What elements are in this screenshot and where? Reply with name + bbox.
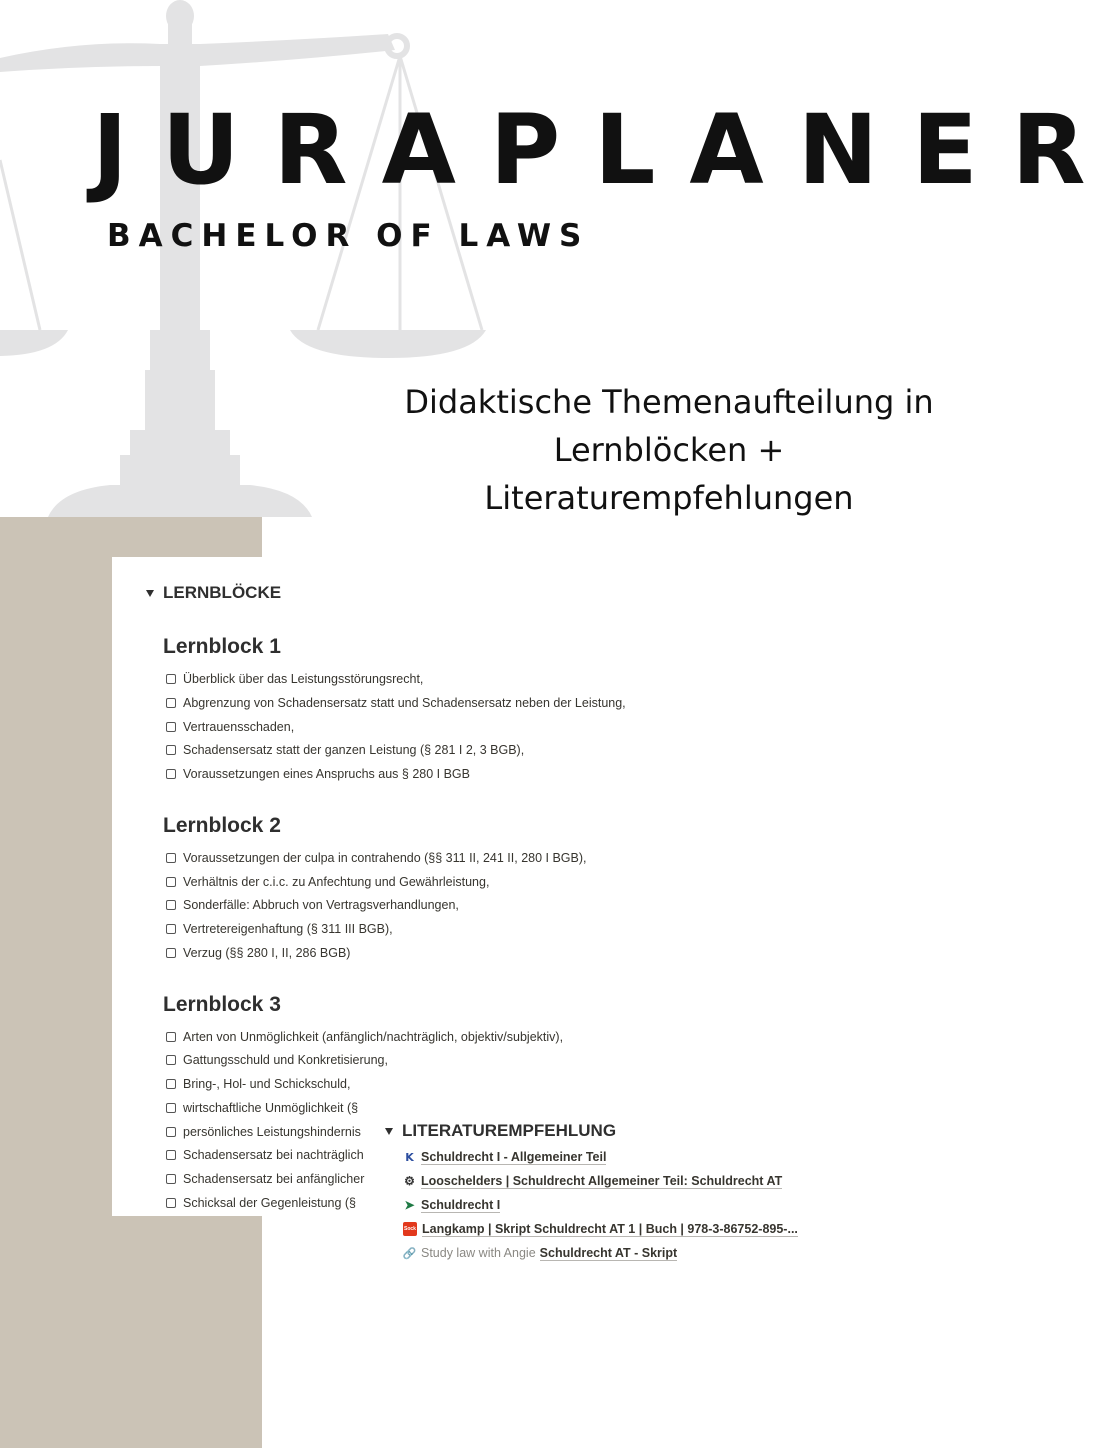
checkbox[interactable] bbox=[166, 900, 176, 910]
todo-item bbox=[166, 1194, 356, 1212]
todo-label: Schadensersatz bei nachträglich bbox=[183, 1148, 364, 1162]
checkbox[interactable] bbox=[166, 698, 176, 708]
checkbox[interactable] bbox=[166, 1055, 176, 1065]
lernblock-1-heading: Lernblock 1 bbox=[163, 635, 281, 658]
todo-label: persönliches Leistungshindernis bbox=[183, 1125, 361, 1139]
todo-item bbox=[166, 741, 524, 759]
todo-label: Schicksal der Gegenleistung (§ bbox=[183, 1196, 357, 1210]
todo-item bbox=[166, 849, 587, 867]
literatur-toggle-label: LITERATUREMPFEHLUNG bbox=[402, 1121, 617, 1140]
literatur-link[interactable]: Schuldrecht I bbox=[421, 1197, 501, 1212]
todo-item bbox=[166, 920, 393, 938]
toggle-triangle-icon[interactable] bbox=[146, 590, 154, 597]
literatur-item[interactable] bbox=[403, 1148, 606, 1166]
toggle-triangle-icon[interactable] bbox=[385, 1128, 393, 1135]
checkbox[interactable] bbox=[166, 1127, 176, 1137]
literatur-item[interactable] bbox=[403, 1244, 677, 1262]
todo-item bbox=[166, 694, 626, 712]
todo-label: Verzug (§§ 280 I, II, 286 BGB) bbox=[183, 946, 351, 960]
literatur-link[interactable]: Schuldrecht AT - Skript bbox=[539, 1245, 678, 1260]
todo-item bbox=[166, 1051, 388, 1069]
sock-icon: Sock bbox=[403, 1222, 417, 1236]
lernblock-2-heading: Lernblock 2 bbox=[163, 814, 281, 837]
bicycle-icon: ⚙ bbox=[404, 1174, 415, 1188]
literatur-item[interactable] bbox=[403, 1196, 500, 1214]
todo-label: Voraussetzungen eines Anspruchs aus § 280 I BGB bbox=[183, 767, 470, 781]
k-icon: K bbox=[405, 1150, 414, 1164]
todo-label: wirtschaftliche Unmöglichkeit (§ bbox=[183, 1101, 359, 1115]
todo-label: Arten von Unmöglichkeit (anfänglich/nachträglich, objektiv/subjektiv), bbox=[183, 1030, 564, 1044]
checkbox[interactable] bbox=[166, 1198, 176, 1208]
todo-label: Überblick über das Leistungsstörungsrecht, bbox=[183, 672, 424, 686]
todo-item bbox=[166, 944, 350, 962]
todo-label: Gattungsschuld und Konkretisierung, bbox=[183, 1053, 388, 1067]
lernbloecke-toggle[interactable] bbox=[146, 583, 281, 603]
literatur-item[interactable] bbox=[403, 1220, 798, 1238]
bird-icon: ➤ bbox=[404, 1198, 415, 1212]
todo-item bbox=[166, 896, 459, 914]
lernbloecke-toggle-label: LERNBLÖCKE bbox=[163, 583, 282, 602]
todo-label: Vertrauensschaden, bbox=[183, 720, 295, 734]
todo-label: Abgrenzung von Schadensersatz statt und Schadensersatz neben der Leistung, bbox=[183, 696, 626, 710]
literatur-toggle[interactable] bbox=[385, 1120, 985, 1142]
todo-item bbox=[166, 1099, 358, 1117]
tagline-line-3: Literaturempfehlungen bbox=[484, 479, 854, 517]
todo-label: Vertretereigenhaftung (§ 311 III BGB), bbox=[183, 922, 393, 936]
tagline-line-2: Lernblöcken + bbox=[553, 431, 785, 469]
todo-item bbox=[166, 1075, 350, 1093]
literatur-item[interactable] bbox=[403, 1172, 782, 1190]
todo-label: Bring-, Hol- und Schickschuld, bbox=[183, 1077, 351, 1091]
literatur-link[interactable]: Looschelders | Schuldrecht Allgemeiner Teil: Schuldrecht AT bbox=[421, 1173, 783, 1188]
todo-item bbox=[166, 1028, 563, 1046]
hero-title: JURAPLANER bbox=[92, 94, 1120, 206]
todo-item bbox=[166, 670, 423, 688]
literatur-link[interactable]: Langkamp | Skript Schuldrecht AT 1 | Buch | 978-3-86752-895-... bbox=[422, 1221, 798, 1236]
checkbox[interactable] bbox=[166, 674, 176, 684]
todo-label: Schadensersatz bei anfänglicher bbox=[183, 1172, 365, 1186]
todo-label: Sonderfälle: Abbruch von Vertragsverhandlungen, bbox=[183, 898, 459, 912]
todo-item bbox=[166, 873, 489, 891]
todo-item bbox=[166, 1170, 364, 1188]
tagline bbox=[386, 378, 952, 522]
checkbox[interactable] bbox=[166, 1032, 176, 1042]
literatur-link-prefix: Study law with Angie bbox=[421, 1246, 536, 1260]
literatur-link[interactable]: Schuldrecht I - Allgemeiner Teil bbox=[421, 1149, 607, 1164]
checkbox[interactable] bbox=[166, 853, 176, 863]
checkbox[interactable] bbox=[166, 877, 176, 887]
todo-label: Verhältnis der c.i.c. zu Anfechtung und Gewährleistung, bbox=[183, 875, 490, 889]
hero-subtitle: BACHELOR OF LAWS bbox=[107, 218, 590, 254]
todo-item bbox=[166, 718, 294, 736]
checkbox[interactable] bbox=[166, 924, 176, 934]
todo-item bbox=[166, 765, 470, 783]
checkbox[interactable] bbox=[166, 1150, 176, 1160]
checkbox[interactable] bbox=[166, 769, 176, 779]
literatur-section bbox=[385, 1120, 985, 1260]
todo-label: Voraussetzungen der culpa in contrahendo (§§ 311 II, 241 II, 280 I BGB), bbox=[183, 851, 587, 865]
checkbox[interactable] bbox=[166, 1174, 176, 1184]
link-icon: 🔗 bbox=[402, 1247, 417, 1260]
tagline-line-1: Didaktische Themenaufteilung in bbox=[404, 383, 934, 421]
checkbox[interactable] bbox=[166, 745, 176, 755]
checkbox[interactable] bbox=[166, 948, 176, 958]
todo-label: Schadensersatz statt der ganzen Leistung (§ 281 I 2, 3 BGB), bbox=[183, 743, 525, 757]
todo-item bbox=[166, 1123, 361, 1141]
todo-item bbox=[166, 1146, 364, 1164]
checkbox[interactable] bbox=[166, 1103, 176, 1113]
lernblock-3-heading: Lernblock 3 bbox=[163, 993, 281, 1016]
checkbox[interactable] bbox=[166, 1079, 176, 1089]
checkbox[interactable] bbox=[166, 722, 176, 732]
